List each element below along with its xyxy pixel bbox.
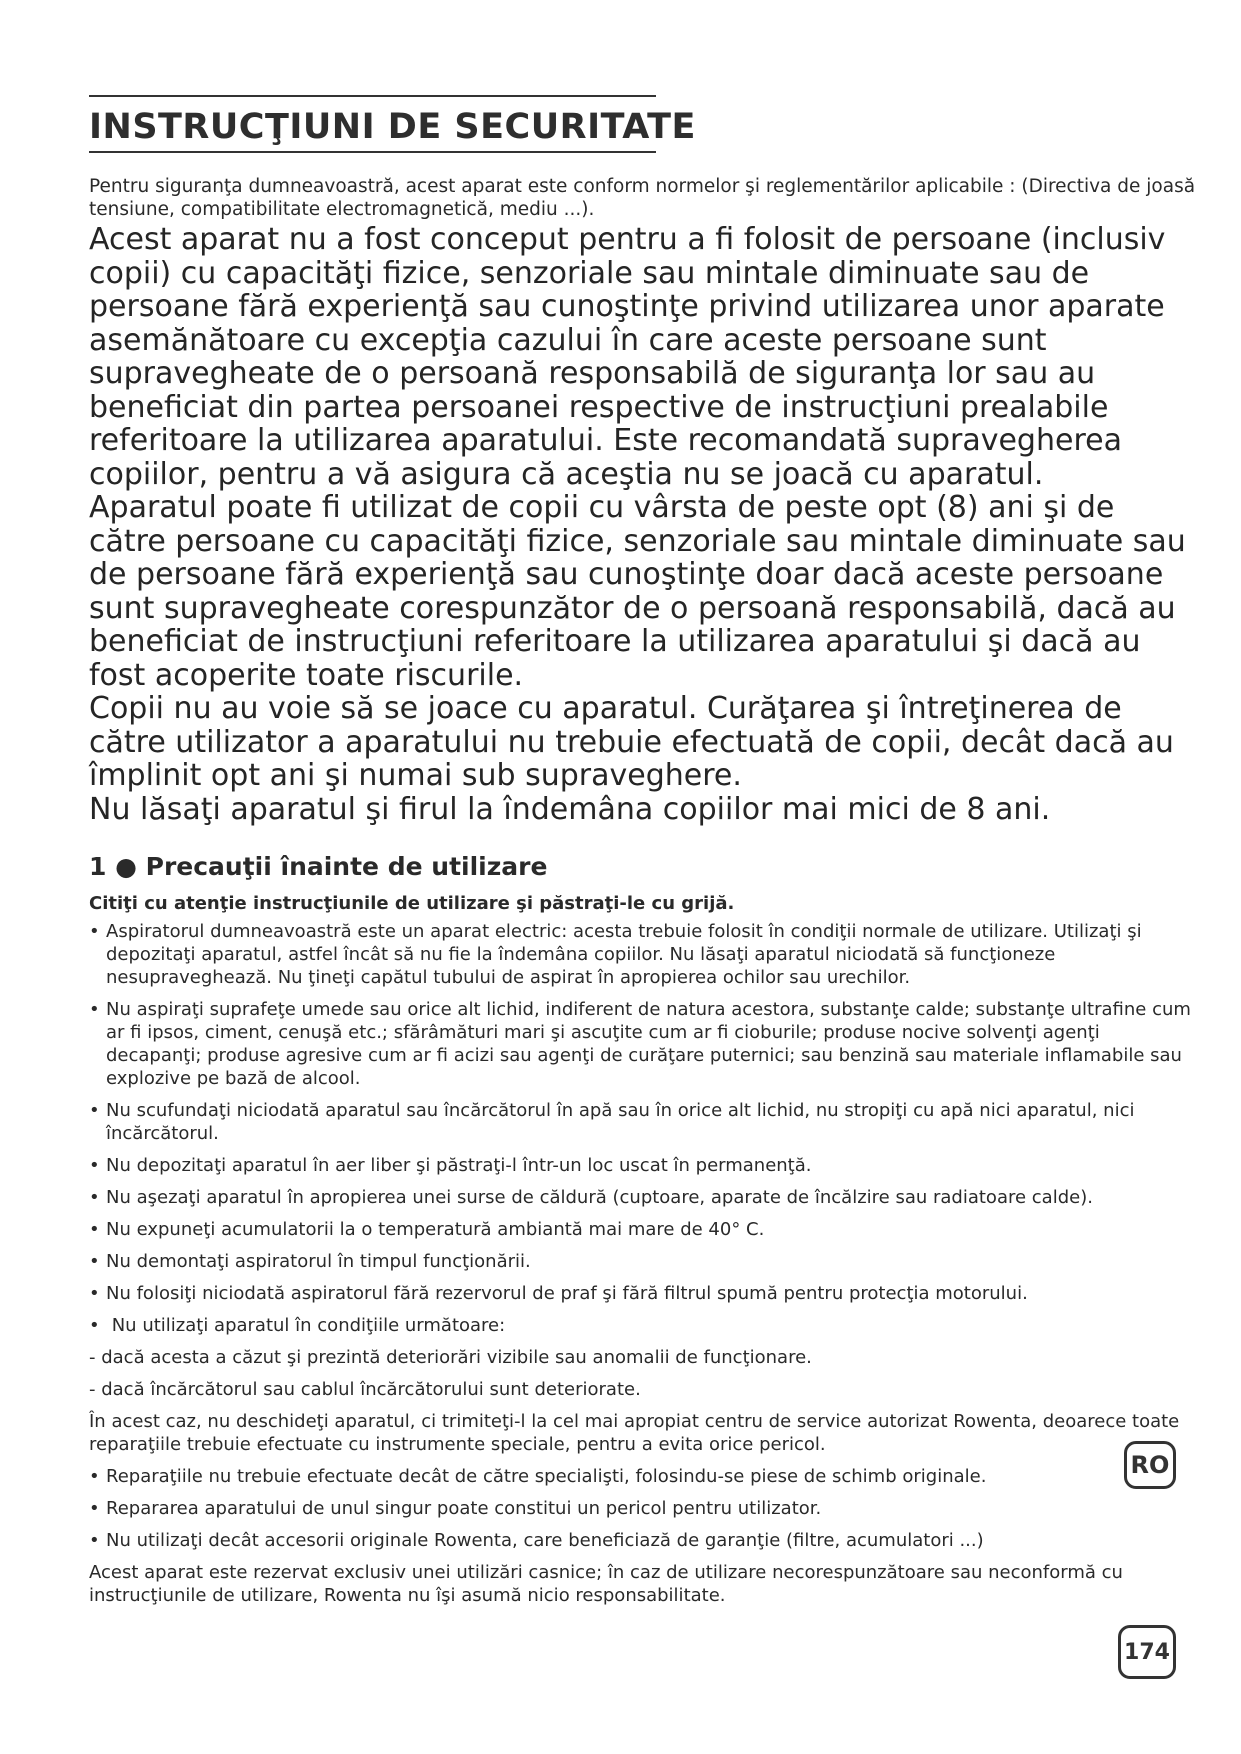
intro-paragraph: Pentru siguranţa dumneavoastră, acest aparat este conform normelor şi reglementărilor aplicabile : (Directiva de joasă tensiune, compatibilitate electromagnetică, mediu ...).	[89, 176, 1196, 221]
list-item	[89, 1314, 1199, 1337]
list-item	[89, 1529, 1199, 1552]
dash-item: - dacă acesta a căzut şi prezintă deteriorări vizibile sau anomalii de funcţionare.	[89, 1346, 812, 1368]
bullet-icon: •	[89, 1099, 100, 1121]
bullet-icon: •	[89, 998, 100, 1020]
bullet-icon: •	[89, 1154, 100, 1176]
warning-paragraph-4: Nu lăsaţi aparatul şi firul la îndemâna copiilor mai mici de 8 ani.	[89, 791, 1051, 827]
list-item-text: Nu utilizaţi decât accesorii originale Rowenta, care beneficiază de garanţie (filtre, acumulatori ...)	[106, 1529, 984, 1551]
list-item-text: Nu demontaţi aspiratorul în timpul funcţionării.	[106, 1250, 531, 1272]
list-item-text: Reparaţiile nu trebuie efectuate decât de către specialişti, folosindu-se piese de schimb originale.	[106, 1465, 987, 1487]
section-heading: 1 ● Precauţii înainte de utilizare	[89, 852, 548, 882]
document-page	[89, 95, 1199, 1616]
list-item	[89, 1154, 1199, 1177]
warning-paragraph-3: Copii nu au voie să se joace cu aparatul. Curăţarea şi întreţinerea de către utilizator a aparatului nu trebuie efectuată de copii, decât dacă au împlinit opt ani şi numai sub supraveghere.	[89, 691, 1174, 794]
list-item	[89, 1282, 1199, 1305]
list-item-text: Nu utilizaţi aparatul în condiţiile următoare:	[106, 1314, 506, 1336]
bullet-icon: •	[89, 1218, 100, 1240]
title-top-rule	[89, 95, 656, 97]
list-item-text: Aspiratorul dumneavoastră este un aparat electric: acesta trebuie folosit în condiţii normale de utilizare. Utilizaţi şi depozitaţi aparatul, astfel încât să nu fie la îndemâna copiilor. Nu lăsaţi aparatul niciodată să funcţioneze nesupraveghează. Nu ţineţi capătul tubului de aspirat în apropierea ochilor sau urechilor.	[106, 920, 1142, 988]
list-item-text: Nu depozitaţi aparatul în aer liber şi păstraţi-l într-un loc uscat în permanenţă.	[106, 1154, 812, 1176]
list-item-text: Nu aşezaţi aparatul în apropierea unei surse de căldură (cuptoare, aparate de încălzire sau radiatoare calde).	[106, 1186, 1093, 1208]
bullet-icon: •	[89, 920, 100, 942]
bullet-icon: •	[89, 1250, 100, 1272]
list-item	[89, 920, 1199, 989]
bullet-icon: •	[89, 1282, 100, 1304]
list-item-text: Nu expuneţi acumulatorii la o temperatură ambiantă mai mare de 40° C.	[106, 1218, 765, 1240]
list-item-text: Nu scufundaţi niciodată aparatul sau încărcătorul în apă sau în orice alt lichid, nu stropiţi cu apă nici aparatul, nici încărcătorul.	[106, 1099, 1135, 1144]
list-item	[89, 1099, 1199, 1145]
warning-paragraph-1: Acest aparat nu a fost conceput pentru a fi folosit de persoane (inclusiv copii) cu capacităţi fizice, senzoriale sau mintale diminuate sau de persoane fără experienţă sau cunoştinţe privind utilizarea unor aparate asemănătoare cu excepţia cazului în care aceste persoane sunt supravegheate de o persoană responsabilă de siguranţa lor sau au beneficiat din partea persoanei respective de instrucţiuni prealabile referitoare la utilizarea aparatului. Este recomandată supravegherea copiilor, pentru a vă asigura că aceştia nu se joacă cu aparatul.	[89, 222, 1166, 492]
bullet-icon: •	[89, 1186, 100, 1208]
page-title: INSTRUCŢIUNI DE SECURITATE	[89, 107, 696, 147]
closing-paragraph: Acest aparat este rezervat exclusiv unei utilizări casnice; în caz de utilizare necorespunzătoare sau neconformă cu instrucţiunile de utilizare, Rowenta nu îşi asumă nicio responsabilitate.	[89, 1561, 1123, 1606]
list-item	[89, 1497, 1199, 1520]
list-item	[89, 1250, 1199, 1273]
bullet-icon: •	[89, 1465, 100, 1487]
list-item	[89, 1465, 1199, 1488]
warning-paragraph-2: Aparatul poate fi utilizat de copii cu vârsta de peste opt (8) ani şi de către persoane cu capacităţi fizice, senzoriale sau mintale diminuate sau de persoane fără experienţă sau cunoştinţe doar dacă aceste persoane sunt supravegheate corespunzător de o persoană responsabilă, dacă au beneficiat de instrucţiuni referitoare la utilizarea aparatului şi dacă au fost acoperite toate riscurile.	[89, 490, 1186, 693]
bullet-icon: •	[89, 1314, 100, 1336]
bullet-icon: •	[89, 1497, 100, 1519]
list-item-text: Nu aspiraţi suprafeţe umede sau orice alt lichid, indiferent de natura acestora, substanţe calde; substanţe ultrafine cum ar fi ipsos, ciment, cenuşă etc.; sfărâmături mari şi ascuţite cum ar fi cioburile; produse nocive solvenţi agenţi decapanţi; produse agresive cum ar fi acizi sau agenţi de curăţare puternici; sau benzină sau materiale inflamabile sau explozive pe bază de alcool.	[106, 998, 1191, 1089]
page-number-badge: 174	[1118, 1625, 1176, 1679]
section-subheading: Citiţi cu atenţie instrucţiunile de utilizare şi păstraţi-le cu grijă.	[89, 893, 735, 915]
service-paragraph: În acest caz, nu deschideţi aparatul, ci trimiteţi-l la cel mai apropiat centru de service autorizat Rowenta, deoarece toate reparaţiile trebuie efectuate cu instrumente speciale, pentru a evita orice pericol.	[89, 1410, 1180, 1455]
list-item	[89, 998, 1199, 1090]
bullet-icon: •	[89, 1529, 100, 1551]
list-item-text: Nu folosiţi niciodată aspiratorul fără rezervorul de praf şi fără filtrul spumă pentru protecţia motorului.	[106, 1282, 1028, 1304]
list-item	[89, 1186, 1199, 1209]
language-badge: RO	[1124, 1441, 1176, 1489]
dash-item: - dacă încărcătorul sau cablul încărcătorului sunt deteriorate.	[89, 1378, 641, 1400]
list-item	[89, 1218, 1199, 1241]
list-item-text: Repararea aparatului de unul singur poate constitui un pericol pentru utilizator.	[106, 1497, 822, 1519]
title-bottom-rule	[89, 151, 656, 153]
